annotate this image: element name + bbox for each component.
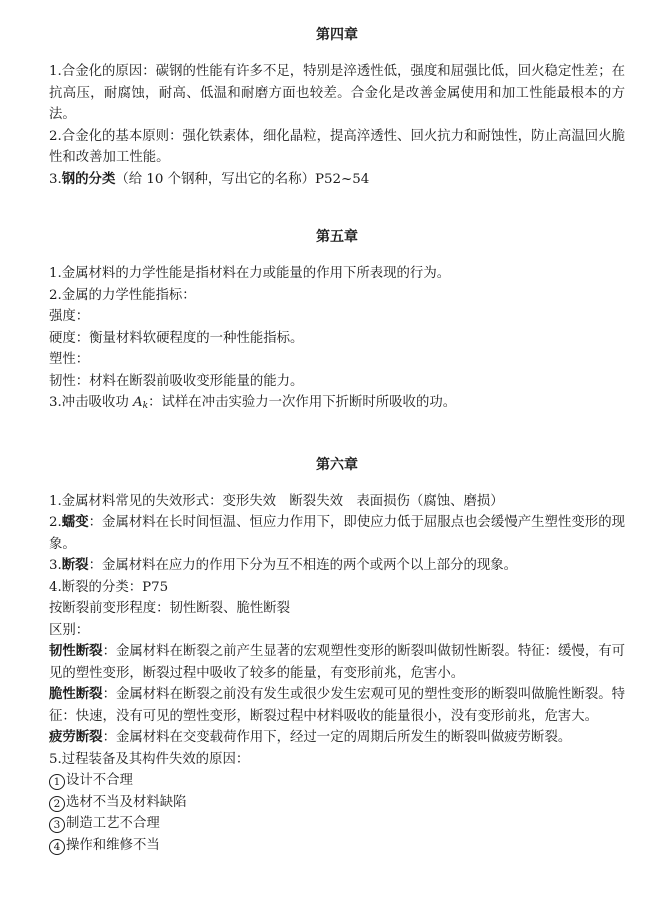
paragraph <box>49 727 625 749</box>
paragraph: 1.合金化的原因：碳钢的性能有许多不足，特别是淬透性低，强度和屈强比低，回火稳定性差；在抗高压，耐腐蚀，耐高、低温和耐磨方面也较差。合金化是改善金属使用和加工性能最根本的方法。 <box>49 64 625 122</box>
list-item <box>49 835 625 857</box>
list-item <box>49 792 625 814</box>
paragraph: 塑性： <box>49 352 90 367</box>
paragraph-text: 3.冲击吸收功 <box>49 395 133 410</box>
bold-term: 韧性断裂 <box>49 644 103 659</box>
paragraph <box>49 169 625 191</box>
list-item-text: 操作和维修不当 <box>66 837 160 853</box>
paragraph-text: ：金属材料在断裂之前没有发生或很少发生宏观可见的塑性变形的断裂叫做脆性断裂。特征：快速，没有可见的塑性变形，断裂过程中材料吸收的能量很小，没有变形前兆，危害大。 <box>49 687 626 724</box>
paragraph-text: （给 10 个钢种，写出它的名称）P52~54 <box>115 171 370 187</box>
bold-term: 蠕变 <box>61 515 89 530</box>
circled-number: 2 <box>49 796 65 812</box>
paragraph: 韧性：材料在断裂前吸收变形能量的能力。 <box>49 373 304 389</box>
paragraph-text: ：试样在冲击实验力一次作用下折断时所吸收的功。 <box>148 395 457 410</box>
bold-term: 断裂 <box>61 558 89 573</box>
paragraph <box>49 512 625 555</box>
chapter-title: 第四章 <box>316 27 358 43</box>
bold-term: 脆性断裂 <box>49 687 103 702</box>
chapter-title: 第五章 <box>316 229 358 245</box>
paragraph: 区别： <box>49 622 90 638</box>
paragraph: 4.断裂的分类：P75 <box>49 579 169 595</box>
bold-term: 钢的分类 <box>61 171 116 187</box>
item-number: 2. <box>49 515 62 530</box>
paragraph <box>49 641 625 684</box>
symbol: A <box>133 395 143 410</box>
item-number: 3. <box>49 558 62 573</box>
paragraph: 5.过程装备及其构件失效的原因： <box>49 751 250 767</box>
paragraph-text: ：金属材料在断裂之前产生显著的宏观塑性变形的断裂叫做韧性断裂。特征：缓慢，有可见的塑性变形，断裂过程中吸收了较多的能量，有变形前兆，危害小。 <box>49 644 626 681</box>
chapter-6 <box>49 454 625 857</box>
list-item-text: 选材不当及材料缺陷 <box>66 794 187 810</box>
paragraph-text: ：金属材料在应力的作用下分为互不相连的两个或两个以上部分的现象。 <box>88 558 518 573</box>
paragraph: 1.金属材料的力学性能是指材料在力或能量的作用下所表现的行为。 <box>49 266 451 281</box>
chapter-4 <box>49 24 625 190</box>
paragraph <box>49 684 625 727</box>
paragraph: 1.金属材料常见的失效形式：变形失效 断裂失效 表面损伤（腐蚀、磨损） <box>49 493 504 509</box>
symbol-subscript: k <box>142 401 149 411</box>
chapter-5 <box>49 226 625 418</box>
list-item <box>49 813 625 835</box>
circled-number: 1 <box>49 774 65 790</box>
paragraph: 硬度：衡量材料软硬程度的一种性能指标。 <box>49 330 304 346</box>
paragraph <box>49 392 625 418</box>
paragraph: 2.金属的力学性能指标： <box>49 287 196 303</box>
paragraph <box>49 555 625 577</box>
list-item-text: 设计不合理 <box>66 773 133 788</box>
chapter-title: 第六章 <box>316 456 358 473</box>
bold-term: 疲劳断裂 <box>49 730 103 745</box>
circled-number: 4 <box>49 839 65 855</box>
list-item-text: 制造工艺不合理 <box>66 816 160 831</box>
paragraph: 2.合金化的基本原则：强化铁素体，细化晶粒，提高淬透性、回火抗力和耐蚀性，防止高温回火脆性和改善加工性能。 <box>49 128 625 165</box>
paragraph: 强度： <box>49 309 90 324</box>
item-number: 3. <box>49 171 62 187</box>
paragraph: 按断裂前变形程度：韧性断裂、脆性断裂 <box>49 601 291 616</box>
list-item <box>49 770 625 792</box>
paragraph-text: ：金属材料在长时间恒温、恒应力作用下，即使应力低于屈服点也会缓慢产生塑性变形的现象。 <box>49 515 626 552</box>
circled-number: 3 <box>49 817 65 833</box>
paragraph-text: ：金属材料在交变载荷作用下，经过一定的周期后所发生的断裂叫做疲劳断裂。 <box>102 730 572 745</box>
